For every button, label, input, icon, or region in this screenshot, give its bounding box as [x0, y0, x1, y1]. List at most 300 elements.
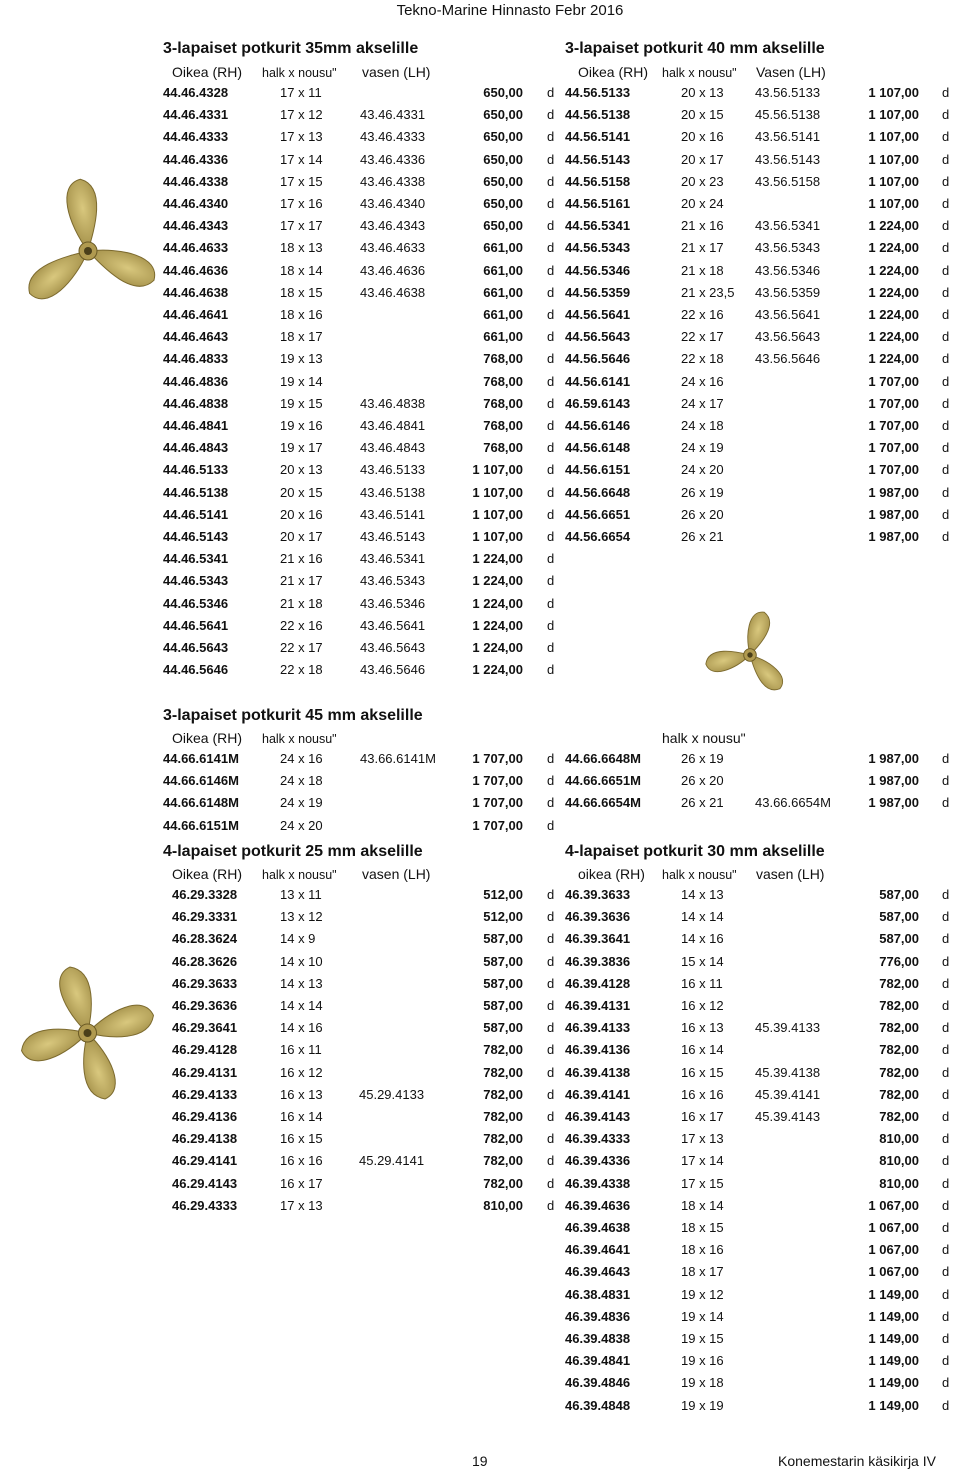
table-row — [163, 174, 563, 196]
left-hand-code: 43.56.5641 — [755, 307, 821, 322]
size: 16 x 14 — [280, 1109, 323, 1124]
price: 1 987,00 — [868, 484, 919, 500]
size: 17 x 16 — [280, 196, 323, 211]
left-hand-code: 43.46.4838 — [360, 395, 426, 411]
product-code: 44.46.4643 — [163, 329, 229, 345]
size: 22 x 16 — [681, 307, 724, 322]
table-row — [565, 1220, 960, 1242]
price-unit: d — [942, 1197, 950, 1213]
price: 1 107,00 — [868, 85, 919, 100]
product-code: 46.39.4336 — [565, 1153, 631, 1169]
price-unit: d — [942, 1242, 950, 1258]
price: 782,00 — [483, 1086, 523, 1102]
table-row — [172, 887, 572, 909]
table-row — [565, 440, 960, 462]
page-header: Tekno-Marine Hinnasto Febr 2016 — [396, 2, 624, 19]
size: 22 x 18 — [681, 351, 724, 367]
size: 19 x 15 — [681, 1331, 724, 1346]
price-unit: d — [942, 373, 950, 389]
table-row — [163, 396, 563, 418]
product-code: 44.46.4333 — [163, 129, 229, 145]
size: 21 x 17 — [280, 573, 323, 589]
product-code: 44.66.6146M — [163, 773, 239, 789]
price-unit: d — [942, 218, 950, 234]
price: 1 224,00 — [868, 218, 919, 234]
size: 18 x 16 — [280, 307, 323, 322]
left-hand-code: 43.46.5138 — [360, 484, 426, 500]
product-code: 46.29.4333 — [172, 1197, 238, 1213]
left-hand-code: 43.46.5346 — [360, 595, 426, 611]
table-row — [172, 1065, 572, 1087]
product-code: 46.29.4143 — [172, 1175, 238, 1191]
product-code: 44.46.5143 — [163, 529, 229, 544]
product-code: 44.46.5341 — [163, 551, 229, 567]
product-code: 46.39.3641 — [565, 931, 631, 947]
table-row — [163, 329, 563, 351]
price: 782,00 — [879, 1020, 919, 1036]
table-row — [565, 129, 960, 151]
price-unit: d — [942, 1331, 950, 1346]
price: 1 067,00 — [868, 1220, 919, 1235]
four-blade-propeller-image — [15, 958, 160, 1108]
product-code: 44.46.4638 — [163, 284, 229, 300]
size: 16 x 17 — [280, 1175, 323, 1191]
left-hand-code: 43.46.4633 — [360, 240, 426, 256]
price-unit: d — [547, 218, 555, 234]
price-unit: d — [942, 1042, 950, 1058]
price-unit: d — [942, 1308, 950, 1324]
size: 13 x 12 — [280, 909, 323, 925]
left-hand-code: 43.46.5341 — [360, 551, 426, 567]
price: 1 987,00 — [868, 773, 919, 789]
price-unit: d — [547, 440, 555, 456]
product-code: 44.66.6141M — [163, 751, 239, 766]
price: 1 107,00 — [472, 462, 523, 478]
price: 1 107,00 — [868, 129, 919, 145]
table-row — [565, 1309, 960, 1331]
table-row — [565, 396, 960, 418]
product-code: 44.46.4328 — [163, 85, 229, 100]
size: 20 x 16 — [280, 506, 323, 522]
table-row — [565, 1353, 960, 1375]
product-code: 44.56.6146 — [565, 418, 631, 433]
price: 782,00 — [483, 1175, 523, 1191]
price-unit: d — [547, 196, 555, 211]
price: 587,00 — [483, 998, 523, 1013]
product-code: 44.46.4636 — [163, 262, 229, 278]
left-hand-code: 43.46.4343 — [360, 218, 426, 234]
price-unit: d — [547, 1064, 555, 1080]
left-hand-code: 43.56.5646 — [755, 351, 821, 367]
product-code: 44.56.6651 — [565, 506, 631, 522]
table-row — [565, 329, 960, 351]
left-hand-code: 43.46.4338 — [360, 173, 426, 189]
price: 512,00 — [483, 887, 523, 902]
price-unit: d — [547, 573, 555, 589]
table-row — [163, 640, 563, 662]
size: 14 x 10 — [280, 953, 323, 969]
price-unit: d — [942, 773, 950, 789]
price-unit: d — [547, 998, 555, 1013]
left-hand-code: 43.56.5359 — [755, 284, 821, 300]
col-header-rh: Oikea (RH) — [578, 64, 649, 80]
product-code: 46.59.6143 — [565, 395, 631, 411]
table-row — [172, 909, 572, 931]
table-row — [565, 1264, 960, 1286]
size: 18 x 17 — [280, 329, 323, 345]
product-code: 44.66.6654M — [565, 795, 641, 811]
size: 26 x 21 — [681, 529, 724, 544]
size: 21 x 16 — [280, 551, 323, 567]
price-unit: d — [547, 662, 555, 678]
price-unit: d — [942, 1175, 950, 1191]
size: 14 x 13 — [681, 887, 724, 902]
price-unit: d — [942, 931, 950, 947]
size: 17 x 13 — [280, 1197, 323, 1213]
price: 782,00 — [879, 1086, 919, 1102]
price: 810,00 — [879, 1153, 919, 1169]
product-code: 46.39.4838 — [565, 1331, 631, 1346]
table-row — [565, 1198, 960, 1220]
size: 19 x 17 — [280, 440, 323, 456]
table-row — [565, 351, 960, 373]
size: 16 x 11 — [280, 1042, 322, 1058]
col-header-rh: Oikea (RH) — [172, 866, 243, 882]
product-code: 44.56.5341 — [565, 218, 631, 234]
product-code: 44.56.5143 — [565, 151, 631, 167]
price: 1 107,00 — [868, 196, 919, 211]
table-row — [163, 462, 563, 484]
price: 1 707,00 — [868, 373, 919, 389]
col-header-size: halk x nousu" — [662, 66, 737, 80]
section-title-3blade-40mm: 3-lapaiset potkurit 40 mm akselille — [565, 40, 825, 57]
price: 782,00 — [483, 1042, 523, 1058]
price-unit: d — [547, 262, 555, 278]
col-header-size: halk x nousu" — [262, 868, 337, 882]
price-unit: d — [942, 975, 950, 991]
product-code: 46.39.4636 — [565, 1197, 631, 1213]
price: 1 067,00 — [868, 1197, 919, 1213]
left-hand-code: 43.46.5343 — [360, 573, 426, 589]
price-unit: d — [942, 329, 950, 345]
product-code: 44.46.4340 — [163, 196, 229, 211]
table-row — [565, 85, 960, 107]
size: 18 x 14 — [280, 262, 323, 278]
price-unit: d — [942, 395, 950, 411]
size: 24 x 16 — [280, 751, 323, 766]
size: 17 x 14 — [280, 151, 323, 167]
table-row — [565, 1131, 960, 1153]
size: 13 x 11 — [280, 887, 322, 902]
left-hand-code: 43.46.4340 — [360, 196, 426, 211]
table-row — [565, 1087, 960, 1109]
product-code: 44.56.6151 — [565, 462, 631, 478]
price: 650,00 — [483, 151, 523, 167]
price-unit: d — [942, 998, 950, 1013]
table-row — [163, 152, 563, 174]
size: 20 x 13 — [681, 85, 724, 100]
table-row — [163, 596, 563, 618]
left-hand-code: 43.56.5341 — [755, 218, 821, 234]
size: 14 x 13 — [280, 975, 323, 991]
table-row — [565, 107, 960, 129]
size: 15 x 14 — [681, 953, 724, 969]
price-unit: d — [547, 795, 555, 811]
table-row — [565, 485, 960, 507]
table-row — [565, 976, 960, 998]
col-header-rh: oikea (RH) — [578, 866, 645, 882]
col-header-size: halk x nousu" — [262, 732, 337, 746]
size: 18 x 15 — [681, 1220, 724, 1235]
left-hand-code: 43.46.4636 — [360, 262, 426, 278]
price: 1 224,00 — [472, 595, 523, 611]
product-code: 44.56.5141 — [565, 129, 631, 145]
price: 587,00 — [879, 931, 919, 947]
left-hand-code: 45.39.4141 — [755, 1086, 821, 1102]
price-unit: d — [942, 307, 950, 322]
price-unit: d — [547, 975, 555, 991]
product-code: 44.46.4331 — [163, 107, 229, 123]
price-unit: d — [942, 1020, 950, 1036]
col-header-rh: Oikea (RH) — [172, 64, 243, 80]
price-unit: d — [942, 1286, 950, 1302]
product-code: 46.39.4143 — [565, 1109, 631, 1124]
size: 14 x 14 — [681, 909, 724, 925]
price-unit: d — [547, 551, 555, 567]
left-hand-code: 43.56.5141 — [755, 129, 821, 145]
size: 18 x 17 — [681, 1264, 724, 1280]
size: 17 x 13 — [681, 1131, 724, 1147]
size: 21 x 18 — [681, 262, 724, 278]
size: 20 x 17 — [280, 529, 323, 544]
table-row — [163, 196, 563, 218]
price: 587,00 — [483, 975, 523, 991]
price: 782,00 — [879, 1109, 919, 1124]
product-code: 46.29.4128 — [172, 1042, 238, 1058]
page-number: 19 — [472, 1453, 488, 1469]
price-unit: d — [547, 284, 555, 300]
section-title-4blade-30mm: 4-lapaiset potkurit 30 mm akselille — [565, 843, 825, 860]
product-code: 44.66.6648M — [565, 751, 641, 766]
price: 1 707,00 — [472, 773, 523, 789]
size: 17 x 14 — [681, 1153, 724, 1169]
size: 24 x 19 — [681, 440, 724, 456]
size: 26 x 19 — [681, 751, 724, 766]
three-blade-propeller-image — [18, 176, 158, 326]
size: 24 x 20 — [681, 462, 724, 478]
product-code: 46.39.4836 — [565, 1308, 631, 1324]
table-row — [172, 1198, 572, 1220]
price-unit: d — [547, 151, 555, 167]
price: 782,00 — [879, 1064, 919, 1080]
price: 768,00 — [483, 351, 523, 367]
product-code: 46.39.4841 — [565, 1353, 631, 1369]
product-code: 46.39.4133 — [565, 1020, 631, 1036]
size: 26 x 19 — [681, 484, 724, 500]
price-unit: d — [547, 595, 555, 611]
product-code: 46.28.3624 — [172, 931, 238, 947]
product-code: 44.56.5359 — [565, 284, 631, 300]
product-code: 44.56.5646 — [565, 351, 631, 367]
product-code: 44.46.4641 — [163, 307, 229, 322]
product-code: 46.29.4141 — [172, 1153, 238, 1169]
size: 22 x 16 — [280, 617, 323, 633]
product-code: 46.29.3328 — [172, 887, 238, 902]
table-row — [163, 485, 563, 507]
left-hand-code: 43.46.5643 — [360, 640, 426, 655]
table-row — [565, 954, 960, 976]
price: 587,00 — [483, 1020, 523, 1036]
table-row — [163, 618, 563, 640]
section-title-3blade-35mm: 3-lapaiset potkurit 35mm akselille — [163, 40, 419, 57]
product-code: 46.39.4848 — [565, 1397, 631, 1413]
product-code: 46.39.3633 — [565, 887, 631, 902]
price: 810,00 — [879, 1175, 919, 1191]
price: 1 107,00 — [868, 173, 919, 189]
price-unit: d — [942, 440, 950, 456]
left-hand-code: 43.46.4336 — [360, 151, 426, 167]
size: 19 x 19 — [681, 1397, 724, 1413]
price-unit: d — [547, 129, 555, 145]
table-row — [163, 751, 563, 773]
table-row — [565, 1042, 960, 1064]
price: 1 107,00 — [868, 107, 919, 123]
three-blade-propeller-image-small — [705, 605, 795, 705]
product-code: 46.39.4131 — [565, 998, 631, 1013]
price-unit: d — [942, 506, 950, 522]
price-unit: d — [942, 887, 950, 902]
product-code: 46.29.4131 — [172, 1064, 238, 1080]
product-code: 44.56.5343 — [565, 240, 631, 256]
price: 1 224,00 — [472, 662, 523, 678]
table-row — [565, 1287, 960, 1309]
product-code: 44.56.5643 — [565, 329, 631, 345]
table-row — [565, 1065, 960, 1087]
product-code: 44.46.5141 — [163, 506, 229, 522]
product-code: 44.56.6141 — [565, 373, 631, 389]
price-unit: d — [547, 909, 555, 925]
table-row — [163, 795, 563, 817]
table-row — [565, 374, 960, 396]
size: 16 x 13 — [280, 1086, 323, 1102]
price: 650,00 — [483, 85, 523, 100]
left-hand-code: 43.46.5141 — [360, 506, 426, 522]
price-unit: d — [547, 1153, 555, 1169]
price: 661,00 — [483, 240, 523, 256]
size: 17 x 13 — [280, 129, 323, 145]
product-code: 44.46.5646 — [163, 662, 229, 678]
book-title: Konemestarin käsikirja IV — [778, 1453, 936, 1469]
price: 768,00 — [483, 373, 523, 389]
left-hand-code: 45.39.4138 — [755, 1064, 821, 1080]
price: 587,00 — [879, 909, 919, 925]
price-unit: d — [547, 462, 555, 478]
size: 16 x 16 — [681, 1086, 724, 1102]
price-unit: d — [942, 262, 950, 278]
product-code: 44.46.5643 — [163, 640, 229, 655]
size: 19 x 13 — [280, 351, 323, 367]
product-code: 44.46.4633 — [163, 240, 229, 256]
size: 20 x 13 — [280, 462, 323, 478]
price: 650,00 — [483, 107, 523, 123]
price-unit: d — [547, 953, 555, 969]
price: 1 149,00 — [868, 1331, 919, 1346]
table-row — [565, 751, 960, 773]
price: 650,00 — [483, 196, 523, 211]
product-code: 46.29.3331 — [172, 909, 238, 925]
price-unit: d — [942, 107, 950, 123]
price: 1 107,00 — [472, 484, 523, 500]
table-row — [172, 1109, 572, 1131]
left-hand-code: 43.56.5158 — [755, 173, 821, 189]
price: 1 149,00 — [868, 1308, 919, 1324]
product-code: 44.46.5641 — [163, 617, 229, 633]
size: 16 x 17 — [681, 1109, 724, 1124]
price: 1 707,00 — [868, 395, 919, 411]
price-unit: d — [942, 1131, 950, 1147]
price: 782,00 — [483, 1153, 523, 1169]
price: 587,00 — [879, 887, 919, 902]
table-row — [172, 1176, 572, 1198]
price-unit: d — [942, 196, 950, 211]
size: 19 x 18 — [681, 1375, 724, 1391]
product-code: 46.39.3636 — [565, 909, 631, 925]
product-code: 46.39.4638 — [565, 1220, 631, 1235]
price: 1 149,00 — [868, 1375, 919, 1391]
price-unit: d — [547, 506, 555, 522]
price-unit: d — [547, 107, 555, 123]
section-title-4blade-25mm: 4-lapaiset potkurit 25 mm akselille — [163, 843, 423, 860]
table-row — [565, 507, 960, 529]
product-code: 44.56.5133 — [565, 85, 631, 100]
product-code: 44.56.5158 — [565, 173, 631, 189]
price-unit: d — [547, 1042, 555, 1058]
size: 19 x 16 — [681, 1353, 724, 1369]
left-hand-code: 45.39.4143 — [755, 1109, 821, 1124]
table-row — [172, 998, 572, 1020]
col-header-rh: Oikea (RH) — [172, 730, 243, 746]
price-unit: d — [547, 1109, 555, 1124]
price-unit: d — [547, 329, 555, 345]
product-code: 44.66.6651M — [565, 773, 641, 789]
size: 17 x 11 — [280, 85, 322, 100]
table-row — [163, 573, 563, 595]
price-unit: d — [942, 151, 950, 167]
product-code: 44.46.5138 — [163, 484, 229, 500]
size: 26 x 21 — [681, 795, 724, 811]
size: 16 x 13 — [681, 1020, 724, 1036]
left-hand-code: 43.56.5143 — [755, 151, 821, 167]
price: 1 224,00 — [472, 640, 523, 655]
price-unit: d — [547, 418, 555, 433]
product-code: 46.39.4141 — [565, 1086, 631, 1102]
price: 587,00 — [483, 931, 523, 947]
size: 20 x 16 — [681, 129, 724, 145]
table-row — [163, 263, 563, 285]
col-header-size-right: halk x nousu" — [662, 730, 746, 746]
price-unit: d — [942, 462, 950, 478]
size: 16 x 15 — [681, 1064, 724, 1080]
size: 17 x 12 — [280, 107, 323, 123]
col-header-size: halk x nousu" — [662, 868, 737, 882]
col-header-lh: Vasen (LH) — [756, 64, 826, 80]
product-code: 46.29.4133 — [172, 1086, 238, 1102]
table-row — [565, 152, 960, 174]
table-row — [163, 107, 563, 129]
table-row — [172, 1020, 572, 1042]
product-code: 46.39.4333 — [565, 1131, 631, 1147]
product-code: 44.46.5133 — [163, 462, 229, 478]
